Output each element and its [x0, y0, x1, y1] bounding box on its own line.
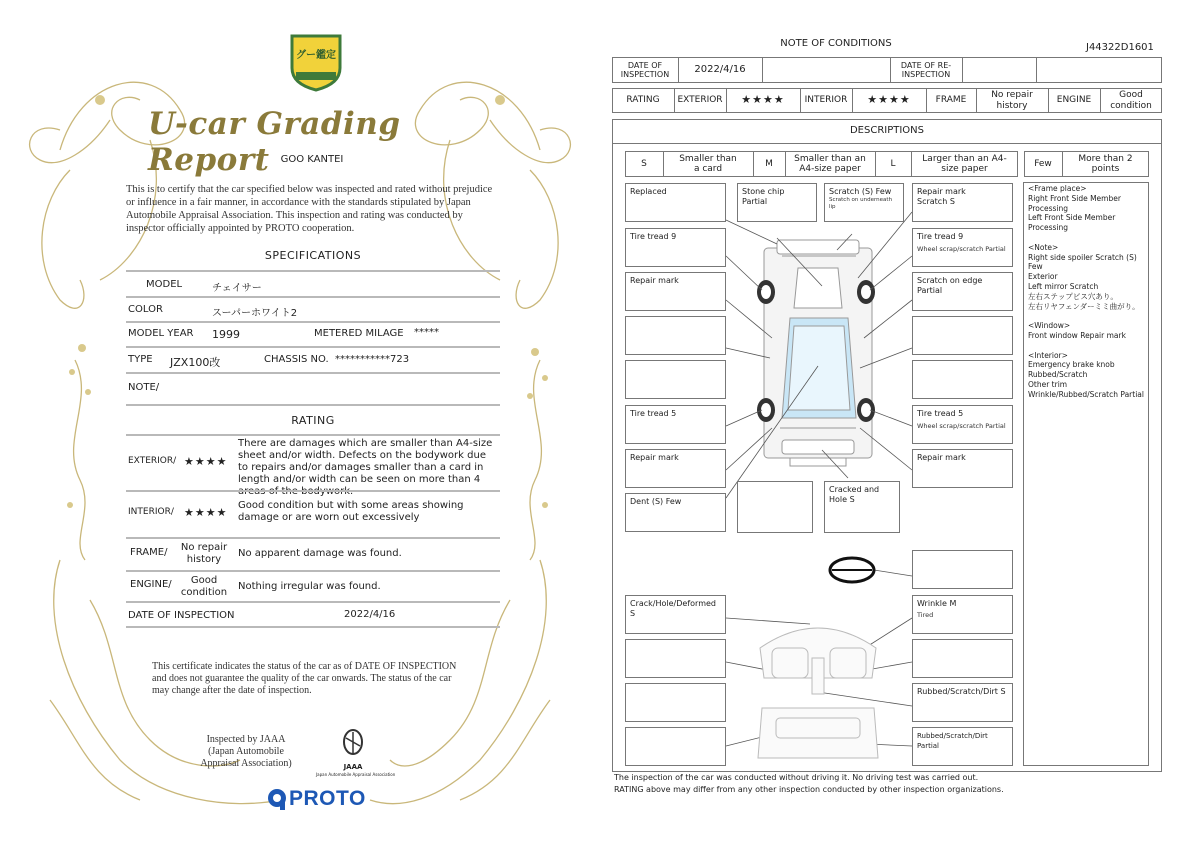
frame-description: No apparent damage was found.: [238, 548, 402, 559]
box-text: Wrinkle M: [917, 599, 957, 608]
type-label: TYPE: [128, 354, 153, 365]
chassis-label: CHASSIS NO.: [264, 354, 329, 365]
proto-logo-text: PROTO: [289, 787, 366, 810]
inspected-by: Inspected by JAAA (Japan Automobile Appraisal Association): [200, 734, 292, 769]
box-text: Crack/Hole/Deformed S: [630, 599, 716, 618]
box-front-left: [625, 183, 726, 222]
note-line: <Note>: [1028, 242, 1059, 252]
divider: [126, 296, 500, 298]
box-text: Scratch S: [917, 197, 955, 206]
legend-m: M: [765, 158, 773, 169]
box-interior-right-3: [912, 683, 1013, 722]
descriptions-heading: DESCRIPTIONS: [849, 125, 925, 137]
box-text: Repair mark: [630, 453, 679, 462]
document-id: J44322D1601: [1086, 42, 1154, 53]
date-of-inspection-label: DATE OF INSPECTION: [620, 60, 670, 79]
note-label: NOTE/: [128, 382, 160, 393]
frame-label: FRAME/: [130, 547, 168, 558]
box-right-3: [912, 272, 1013, 311]
divider: [126, 537, 500, 539]
box-right-5: [912, 360, 1013, 399]
box-left-7: [625, 449, 726, 488]
exterior-label: EXTERIOR/: [128, 456, 177, 466]
box-interior-right-4: [912, 727, 1013, 766]
box-interior-left-2: [625, 639, 726, 678]
exterior-label: EXTERIOR: [677, 95, 723, 106]
divider: [126, 321, 500, 323]
certificate-disclaimer: This certificate indicates the status of the car as of DATE OF INSPECTION and does not guarantee the quality of the car onwards. The status of the car may change after the date of inspection.: [152, 661, 457, 696]
badge-text: グー鑑定: [296, 50, 336, 61]
legend-s-text: Smaller than a card: [679, 153, 737, 174]
legend-few: Few: [1034, 158, 1052, 169]
specifications-heading: SPECIFICATIONS: [264, 249, 362, 262]
proto-mark-icon: [266, 787, 288, 811]
note-line: Left Front Side Member Processing: [1028, 213, 1116, 233]
divider: [126, 270, 500, 272]
divider: [762, 57, 763, 83]
box-text: Stone chip Partial: [742, 187, 785, 206]
legend-l-text: Larger than an A4-size paper: [922, 153, 1007, 174]
jaaa-logo-text: JAAA: [343, 763, 363, 771]
exterior-stars: ★★★★: [184, 455, 228, 468]
engine-label: ENGINE/: [130, 579, 172, 590]
box-left-3: [625, 272, 726, 311]
note-line: Left mirror Scratch: [1028, 281, 1099, 291]
note-line: <Window>: [1028, 321, 1071, 331]
box-text: Rubbed/Scratch/Dirt Partial: [917, 732, 988, 750]
divider: [126, 404, 500, 406]
conditions-footer-2: RATING above may differ from any other inspection conducted by other inspection organizations.: [614, 785, 1004, 794]
model-value: チェイサー: [212, 283, 262, 294]
box-front-right: [912, 183, 1013, 222]
frame-label: FRAME: [935, 95, 967, 106]
engine-description: Nothing irregular was found.: [238, 581, 381, 592]
divider: [1036, 57, 1037, 83]
box-text: Repair mark: [630, 276, 679, 285]
model-year-label: MODEL YEAR: [128, 328, 194, 339]
model-year-value: 1999: [212, 328, 240, 341]
exterior-description: There are damages which are smaller than A4-size sheet and/or width. Defects on the bodywork due to repairs and/or damages smaller than a card in length and/or width can be seen on more than 4 areas of the bodywork.: [238, 438, 493, 497]
note-line: Emergency brake knob Rubbed/Scratch: [1028, 360, 1115, 380]
goo-kantei-badge: [288, 32, 344, 92]
box-subtext: Tired: [917, 611, 934, 619]
box-right-7: [912, 449, 1013, 488]
report-title: U-car Grading Report: [148, 106, 401, 178]
report-subtitle: GOO KANTEI: [280, 154, 344, 165]
steering-wheel-icon: [830, 558, 874, 582]
divider: [126, 372, 500, 374]
box-text: Repair mark: [917, 187, 966, 196]
box-subtext: Wheel scrap/scratch Partial: [917, 245, 1006, 253]
box-text: Rubbed/Scratch/Dirt S: [917, 687, 1006, 696]
box-rear-center-left: [737, 481, 813, 533]
box-text: Dent (S) Few: [630, 497, 682, 506]
box-rear-center-right: [824, 481, 900, 533]
interior-label: INTERIOR/: [128, 507, 174, 517]
mileage-value: *****: [414, 327, 439, 338]
box-subtext: Scratch on underneath lip: [829, 197, 893, 210]
interior-label: INTERIOR: [804, 95, 848, 106]
box-interior-right-2: [912, 639, 1013, 678]
note-line: Wrinkle/Rubbed/Scratch Partial: [1028, 389, 1144, 399]
certification-statement: This is to certify that the car specified below was inspected and rated without prejudice or influence in a fair manner, in accordance with the standards stipulated by Japan Automobile Appraisal Association. This inspection and rating was conducted by inspector officially appointed by PROTO cooperation.: [126, 184, 493, 234]
divider: [126, 626, 500, 628]
box-text: Cracked and Hole S: [829, 485, 880, 504]
jaaa-emblem-icon: [340, 728, 366, 760]
box-subtext: Wheel scrap/scratch Partial: [917, 422, 1006, 430]
box-front-center-right: [824, 183, 904, 222]
box-steering: [912, 550, 1013, 589]
frame-value: No repair history: [991, 90, 1033, 111]
box-left-5: [625, 360, 726, 399]
note-line: Right side spoiler Scratch (S) Few: [1028, 252, 1137, 272]
legend-m-text: Smaller than an A4-size paper: [794, 153, 866, 174]
color-value: スーパーホワイト2: [212, 308, 298, 319]
conditions-footer-1: The inspection of the car was conducted without driving it. No driving test was carried out.: [614, 773, 979, 782]
jaaa-logo-subtext: Japan Automobile Appraisal Association: [316, 772, 396, 777]
legend-few-text: More than 2 points: [1078, 153, 1133, 174]
box-text: Repair mark: [917, 453, 966, 462]
box-text: Tire tread 9: [917, 232, 964, 241]
box-left-6: [625, 405, 726, 444]
note-line: Other trim: [1028, 379, 1068, 389]
box-text: Tire tread 5: [917, 409, 964, 418]
box-text: Tire tread 9: [630, 232, 677, 241]
rating-heading: RATING: [291, 414, 335, 427]
divider: [126, 434, 500, 436]
proto-logo: [266, 786, 366, 812]
mileage-label: METERED MILAGE: [314, 328, 404, 339]
note-line: Front window Repair mark: [1028, 330, 1126, 340]
interior-stars: ★★★★: [867, 93, 911, 107]
box-left-2: [625, 228, 726, 267]
exterior-stars: ★★★★: [741, 93, 785, 107]
date-of-inspection-value: 2022/4/16: [344, 609, 396, 620]
box-left-4: [625, 316, 726, 355]
legend-l: L: [890, 158, 896, 169]
model-label: MODEL: [146, 279, 183, 290]
note-line: [1028, 311, 1146, 321]
color-label: COLOR: [128, 304, 163, 315]
box-text: Replaced: [630, 187, 667, 196]
box-right-2: [912, 228, 1013, 267]
date-of-reinspection-label: DATE OF RE-INSPECTION: [900, 60, 952, 79]
note-line: Right Front Side Member Processing: [1028, 193, 1121, 213]
box-text: Scratch (S) Few: [829, 187, 892, 196]
note-line: 左右リヤフェンダーミミ曲がり。: [1028, 301, 1140, 311]
chassis-value: ***********723: [335, 354, 410, 365]
legend-s: S: [641, 158, 647, 169]
box-interior-left-1: [625, 595, 726, 634]
divider: [612, 143, 1162, 144]
divider: [126, 346, 500, 348]
box-interior-left-3: [625, 683, 726, 722]
interior-description: Good condition but with some areas showing damage or are worn out excessively: [238, 500, 464, 523]
type-value: JZX100改: [170, 356, 221, 369]
divider: [962, 57, 963, 83]
note-line: <Frame place>: [1028, 184, 1087, 193]
box-interior-right-1: [912, 595, 1013, 634]
conditions-title: NOTE OF CONDITIONS: [780, 38, 892, 49]
engine-value: Good condition: [180, 575, 228, 598]
divider: [126, 601, 500, 603]
divider: [126, 490, 500, 492]
note-line: <Interior>: [1028, 350, 1068, 360]
notes-list: [1028, 184, 1146, 400]
box-right-6: [912, 405, 1013, 444]
note-line: 左右ステップビス穴あり。: [1028, 291, 1118, 301]
box-text: Tire tread 5: [630, 409, 677, 418]
shield-icon: [288, 32, 344, 92]
engine-label: ENGINE: [1056, 95, 1092, 106]
divider: [126, 570, 500, 572]
engine-value: Good condition: [1110, 90, 1152, 111]
date-of-inspection-label: DATE OF INSPECTION: [128, 610, 235, 621]
rating-label: RATING: [626, 95, 660, 106]
box-front-center-left: [737, 183, 817, 222]
box-left-8: [625, 493, 726, 532]
interior-stars: ★★★★: [184, 506, 228, 519]
box-text: Scratch on edge Partial: [917, 276, 983, 295]
date-of-inspection-value: 2022/4/16: [694, 64, 746, 76]
box-interior-left-4: [625, 727, 726, 766]
note-line: Exterior: [1028, 272, 1058, 282]
box-right-4: [912, 316, 1013, 355]
frame-value: No repair history: [180, 542, 228, 565]
note-line: [1028, 233, 1146, 243]
note-line: [1028, 341, 1146, 351]
